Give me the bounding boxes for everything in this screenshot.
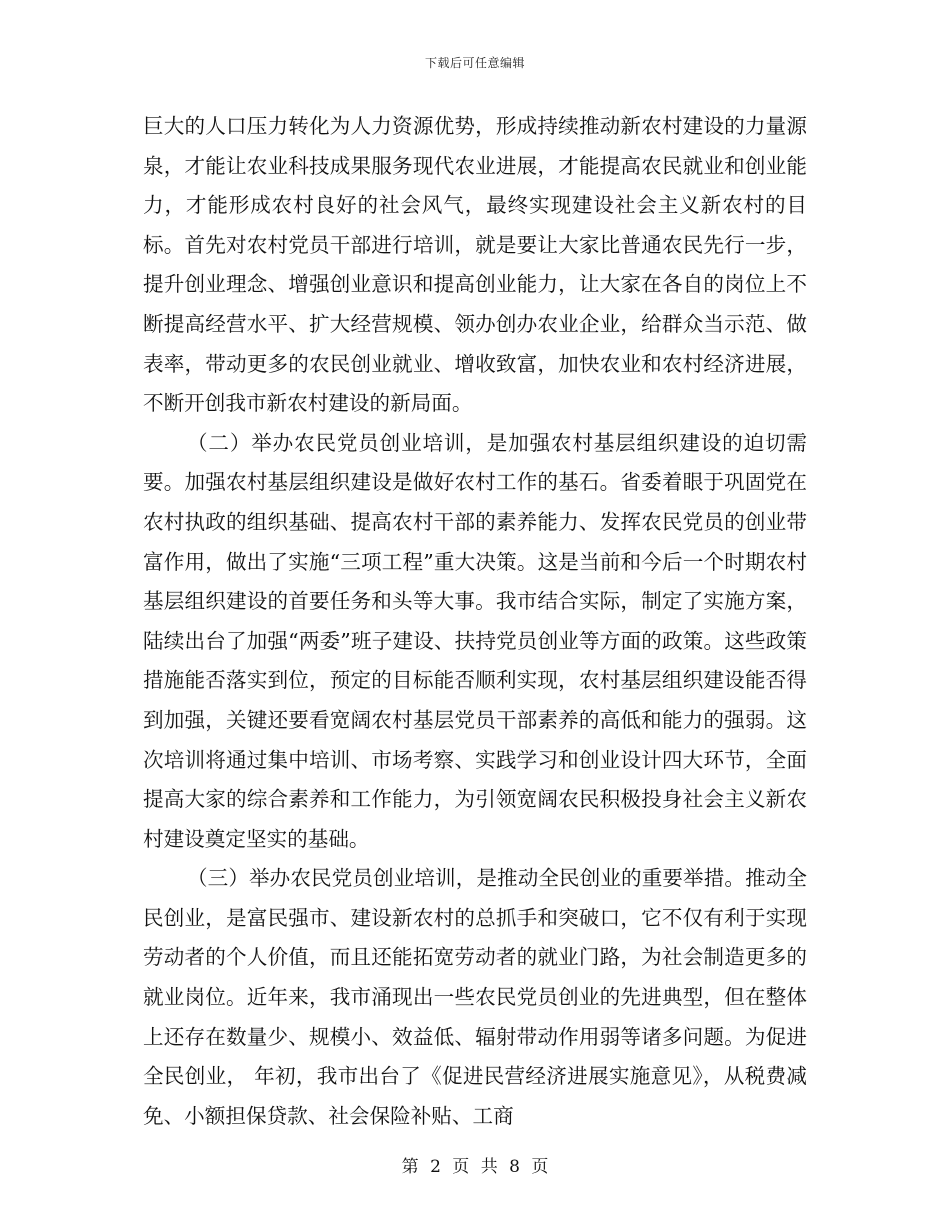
paragraph-section-2: （二）举办农民党员创业培训，是加强农村基层组织建设的迫切需要。加强农村基层组织建设是做好农村工作的基石。省委着眼于巩固党在农村执政的组织基础、提高农村干部的素养能力、发挥农民党员的创业带富作用，做出了实施“三项工程”重大决策。这是当前和今后一个时期农村基层组织建设的首要任务和头等大事。我市结合实际，制定了实施方案，陆续出台了加强“两委”班子建设、扶持党员创业等方面的政策。这些政策措施能否落实到位，预定的目标能否顺利实现，农村基层组织建设能否得到加强，关键还要看宽阔农村基层党员干部素养的高低和能力的强弱。这次培训将通过集中培训、市场考察、实践学习和创业设计四大环节，全面提高大家的综合素养和工作能力，为引领宽阔农民积极投身社会主义新农村建设奠定坚实的基础。 [143, 430, 807, 851]
paragraph-continuation: 巨大的人口压力转化为人力资源优势，形成持续推动新农村建设的力量源泉，才能让农业科技成果服务现代农业进展，才能提高农民就业和创业能力，才能形成农村良好的社会风气，最终实现建设社会主义新农村的目标。首先对农村党员干部进行培训，就是要让大家比普通农民先行一步，提升创业理念、增强创业意识和提高创业能力，让大家在各自的岗位上不断提高经营水平、扩大经营规模、领办创办农业企业，给群众当示范、做表率，带动更多的农民创业就业、增收致富，加快农业和农村经济进展，不断开创我市新农村建设的新局面。 [143, 114, 807, 416]
paragraph-section-3: （三）举办农民党员创业培训，是推动全民创业的重要举措。推动全民创业，是富民强市、建设新农村的总抓手和突破口，它不仅有利于实现劳动者的个人价值，而且还能拓宽劳动者的就业门路，为社会制造更多的就业岗位。近年来，我市涌现出一些农民党员创业的先进典型，但在整体上还存在数量少、规模小、效益低、辐射带动作用弱等诸多问题。为促进全民创业， 年初，我市出台了《促进民营经济进展实施意见》，从税费减免、小额担保贷款、社会保险补贴、工商 [143, 866, 807, 1128]
page-header-note: 下载后可任意编辑 [424, 56, 525, 70]
page-number-footer: 第 2 页 共 8 页 [401, 1157, 549, 1177]
document-body [143, 107, 807, 1136]
